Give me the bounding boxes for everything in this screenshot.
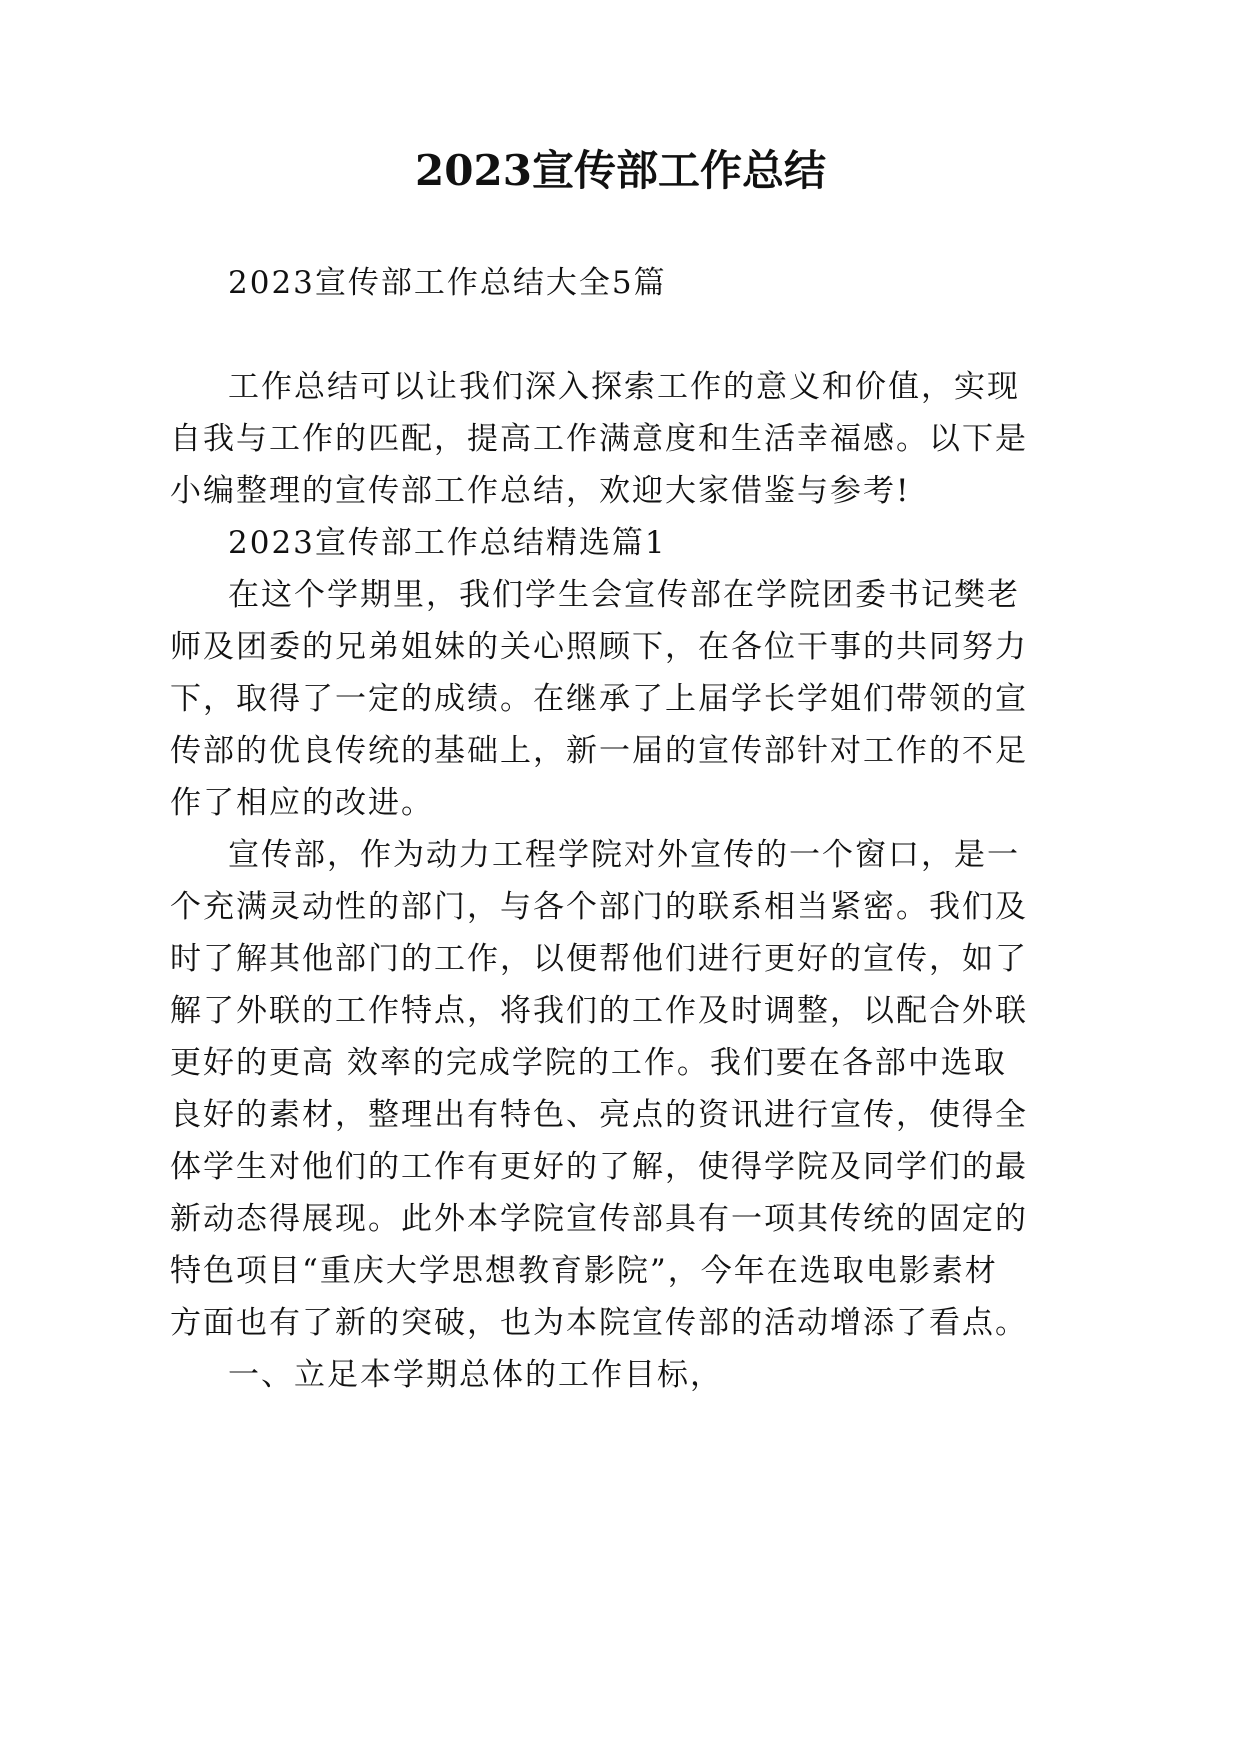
document-title: 2023宣传部工作总结: [415, 146, 826, 195]
paragraph-line: 工作总结可以让我们深入探索工作的意义和价值，实现: [228, 369, 1020, 405]
paragraph-line: 师及团委的兄弟姐妹的关心照顾下，在各位干事的共同努力: [170, 629, 1028, 665]
document-subtitle: 2023宣传部工作总结大全5篇: [228, 265, 667, 301]
paragraph-line: 更好的更高 效率的完成学院的工作。我们要在各部中选取: [170, 1045, 1007, 1081]
paragraph-line: 宣传部，作为动力工程学院对外宣传的一个窗口，是一: [228, 837, 1020, 873]
paragraph-line: 自我与工作的匹配，提高工作满意度和生活幸福感。以下是: [170, 421, 1028, 457]
paragraph-line: 作了相应的改进。: [170, 785, 434, 821]
paragraph-line: 下，取得了一定的成绩。在继承了上届学长学姐们带领的宣: [170, 681, 1028, 717]
paragraph-line: 体学生对他们的工作有更好的了解，使得学院及同学们的最: [170, 1149, 1028, 1185]
paragraph-line: 时了解其他部门的工作，以便帮他们进行更好的宣传，如了: [170, 941, 1028, 977]
list-heading: 一、立足本学期总体的工作目标，: [228, 1357, 723, 1393]
paragraph-line: 方面也有了新的突破，也为本院宣传部的活动增添了看点。: [170, 1305, 1028, 1341]
paragraph-line: 特色项目“重庆大学思想教育影院”，今年在选取电影素材: [170, 1253, 998, 1289]
paragraph-line: 小编整理的宣传部工作总结，欢迎大家借鉴与参考!: [170, 473, 911, 509]
paragraph-line: 新动态得展现。此外本学院宣传部具有一项其传统的固定的: [170, 1201, 1028, 1237]
paragraph-line: 在这个学期里，我们学生会宣传部在学院团委书记樊老: [228, 577, 1020, 613]
paragraph-line: 解了外联的工作特点，将我们的工作及时调整，以配合外联: [170, 993, 1028, 1029]
paragraph-line: 良好的素材，整理出有特色、亮点的资讯进行宣传，使得全: [170, 1097, 1028, 1133]
section-heading: 2023宣传部工作总结精选篇1: [228, 525, 667, 561]
paragraph-line: 传部的优良传统的基础上，新一届的宣传部针对工作的不足: [170, 733, 1028, 769]
paragraph-line: 个充满灵动性的部门，与各个部门的联系相当紧密。我们及: [170, 889, 1028, 925]
